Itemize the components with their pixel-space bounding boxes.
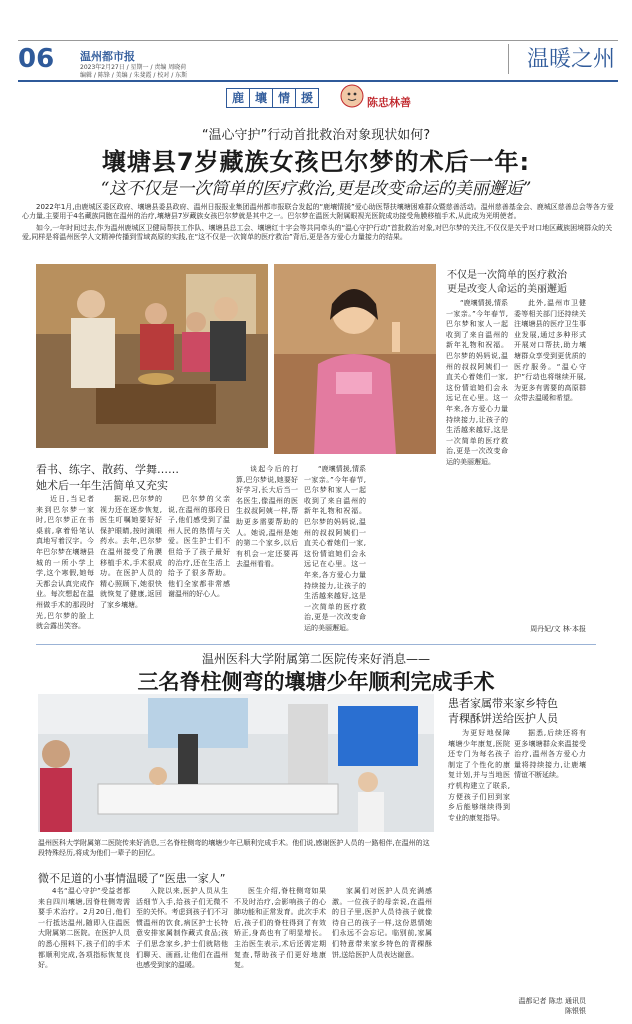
article1-column-4: 谈起今后的打算,巴尔梦说,她要好好学习,长大后当一名医生,像温州的医生叔叔阿姨一样,帮助更多需要帮助的人。她说,温州是她的第二个家乡,以后有机会一定还要再去温州看看。	[236, 465, 298, 569]
photo-girl-portrait	[274, 264, 436, 454]
article2-column-3: 医生介绍,脊柱侧弯如果不及时治疗,会影响孩子的心肺功能和正常发育。此次手术后,孩子们的脊柱得到了有效矫正,身高也有了明显增长。主治医生表示,术后还需定期复查,帮助孩子们更好地康复。	[234, 887, 326, 970]
article1-byline: 周丹妃/文 林·本报	[530, 625, 586, 633]
column-tag-char: 情	[273, 89, 296, 107]
photo3-caption: 温州医科大学附属第二医院传来好消息,三名脊柱侧弯的壤塘少年已顺利完成手术。他们说,感谢医护人员的一路相伴,在温州的这段特殊经历,将成为他们一辈子的回忆。	[38, 839, 430, 857]
article1-subhead: “这不仅是一次简单的医疗救治,更是改变命运的美丽邂逅”	[100, 179, 532, 199]
header-meta-line-1: 2023年2月27日 / 星期一 / 责编 周晓荷	[80, 64, 187, 71]
article1-kicker: “温心守护”行动首批救治对象现状如何?	[201, 128, 431, 143]
article2-byline: 温都记者 陈忠 通讯员 陈银银	[518, 997, 586, 1015]
article2-column-6: 据悉,后续还将有更多壤塘群众来温接受治疗,温州各方爱心力量将持续接力,让鹿壤情谊不断延续。	[514, 729, 586, 780]
photo-hospital-ward	[38, 694, 434, 832]
article1-column-3: 巴尔梦的父亲说,在温州的那段日子,他们感受到了温州人民的热情与关爱。医生护士们不但给予了孩子最好的治疗,还在生活上给予了很多帮助。他们全家都非常感谢温州的好心人。	[168, 495, 230, 599]
article2-subtitle-left: 微不足道的小事情温暖了“医患一家人”	[38, 872, 226, 885]
article1-column-1: 近日,当记者来到巴尔梦一家时,巴尔梦正在书桌前,拿着铅笔认真地写着汉字。今年巴尔梦在壤塘县城的一所小学上学,这个寒假,她每天都会认真完成作业。每次想起在温州做手术的那段时光,巴尔梦的脸上就会露出笑容。	[36, 495, 94, 631]
article2-column-4: 家属们对医护人员充满感激。一位孩子的母亲说,在温州的日子里,医护人员待孩子就像待自己的孩子一样,这份恩情她们永远不会忘记。临别前,家属们特意带来家乡特色的青稞酥饼,送给医护人员表达谢意。	[332, 887, 432, 959]
section-title: 温暖之州	[527, 47, 616, 72]
article2-column-5: 为更好地保障壤塘少年康复,医院还专门为每名孩子制定了个性化的康复计划,并与当地医疗机构建立了联系,方便孩子们回到家乡后能够继续得到专业的康复指导。	[448, 729, 510, 822]
photo1-caption-2: 她术后一年生活简单又充实	[36, 479, 168, 492]
article1-headline: 壤塘县7岁藏族女孩巴尔梦的术后一年:	[101, 148, 531, 176]
article2-subtitle-right-1: 患者家属带来家乡特色	[448, 697, 558, 710]
section-separator	[508, 44, 509, 74]
header-top-rule	[18, 40, 618, 41]
article1-column-6: “鹿壤情援,情系一家亲。”今年春节,巴尔梦和家人一起收到了来自温州的新年礼物和祝福。巴尔梦的妈妈说,温州的叔叔阿姨们一直关心着她们一家,这份情谊她们会永远记在心里。这一年来,各方爱心力量持续接力,让孩子的生活越来越好,这是一次简单的医疗救治,更是一次改变命运的美丽邂逅。	[446, 299, 508, 466]
right-subtitle-2: 更是改变人命运的美丽邂逅	[447, 284, 567, 295]
right-subtitle-1: 不仅是一次简单的医疗救治	[447, 270, 567, 281]
article2-column-1: 4名“温心守护”受益者都来自四川壤塘,因脊柱侧弯需要手术治疗。2月20日,他们一行抵达温州,随即入住温医大附属第二医院。在医护人员的悉心照料下,孩子们的手术都顺利完成,各项指标恢复良好。	[38, 887, 130, 970]
article2-headline: 三名脊柱侧弯的壤塘少年顺利完成手术	[137, 670, 495, 694]
article1-lead-1: 2022年1月,由鹿城区委区政府、壤塘县委县政府、温州日报报业集团温州都市报联合发起的“鹿壤情援”爱心助医帮扶壤塘困难群众暨慈善活动。温州慈善基金会、鹿城区慈善总会等各方爱心力量,主要用于4名藏族同胞在温州的治疗,壤塘县7岁藏族女孩巴尔梦就是其中之一。巴尔梦在温医大附属眼视光医院成功接受角膜移植手术,从此成为光明使者。	[22, 203, 614, 220]
article1-column-2: 据说,巴尔梦的视力还在逐步恢复,医生叮嘱她要好好保护眼睛,按时滴眼药水。去年,巴尔梦在温州接受了角膜移植手术,手术很成功。在医护人员的精心照顾下,她很快就恢复了健康,返回了家乡壤塘。	[100, 495, 162, 609]
column-tag-char: 援	[300, 91, 313, 105]
photo-family-visit	[36, 264, 268, 448]
column-tag-char: 鹿	[227, 89, 250, 107]
article2-kicker: 温州医科大学附属第二医院传来好消息——	[201, 652, 430, 666]
header-rule	[18, 80, 618, 82]
article1-column-7: 此外,温州市卫健委等相关部门还持续关注壤塘县的医疗卫生事业发展,通过多种形式开展对口帮扶,助力壤塘群众享受到更优质的医疗服务。“温心守护”行动也将继续开展,为更多有需要的高原群众带去温暖和希望。	[514, 299, 586, 403]
article2-column-2: 入院以来,医护人员从生活细节入手,给孩子们无微不至的关怀。考虑到孩子们不习惯温州的饮食,病区护士长特意安排家属制作藏式食品;孩子们思念家乡,护士们就陪他们聊天、画画,让他们在温州也感受到家的温暖。	[136, 887, 228, 970]
column-tag	[226, 88, 319, 108]
article1-column-5: “鹿壤情援,情系一家亲。”今年春节,巴尔梦和家人一起收到了来自温州的新年礼物和祝福。巴尔梦的妈妈说,温州的叔叔阿姨们一直关心着她们一家,这份情谊她们会永远记在心里。这一年来,各方爱心力量持续接力,让孩子的生活越来越好,这是一次简单的医疗救治,更是一次改变命运的美丽邂逅。	[304, 465, 366, 632]
column-tag-char: 壤	[250, 89, 273, 107]
paper-name: 温州都市报	[80, 50, 135, 63]
header-meta-line-2: 编辑 / 陈锋 / 美编 / 朱斐霞 / 校对 / 东斯	[80, 72, 188, 79]
article1-lead-2: 如今,一年时间过去,作为温州鹿城区卫健局帮扶工作队、壤塘县总工会、壤塘红十字会等共同牵头的“温心守护行动”首批救治对象,对巴尔梦的关注,不仅仅是关乎对口地区藏族困境群众的关爱,同样是将温州医学人文精神传播到雪域高原的实践,在“这不仅是一次简单的医疗救治”背后,更是各方爱心力量接力的结果。	[22, 224, 613, 241]
logo-text: 陈忠林善	[367, 96, 411, 109]
photo1-caption-1: 看书、练字、散药、学舞……	[36, 463, 179, 476]
page-number: 06	[18, 44, 55, 74]
article2-subtitle-right-2: 青稞酥饼送给医护人员	[448, 712, 558, 725]
article-divider	[36, 644, 596, 645]
